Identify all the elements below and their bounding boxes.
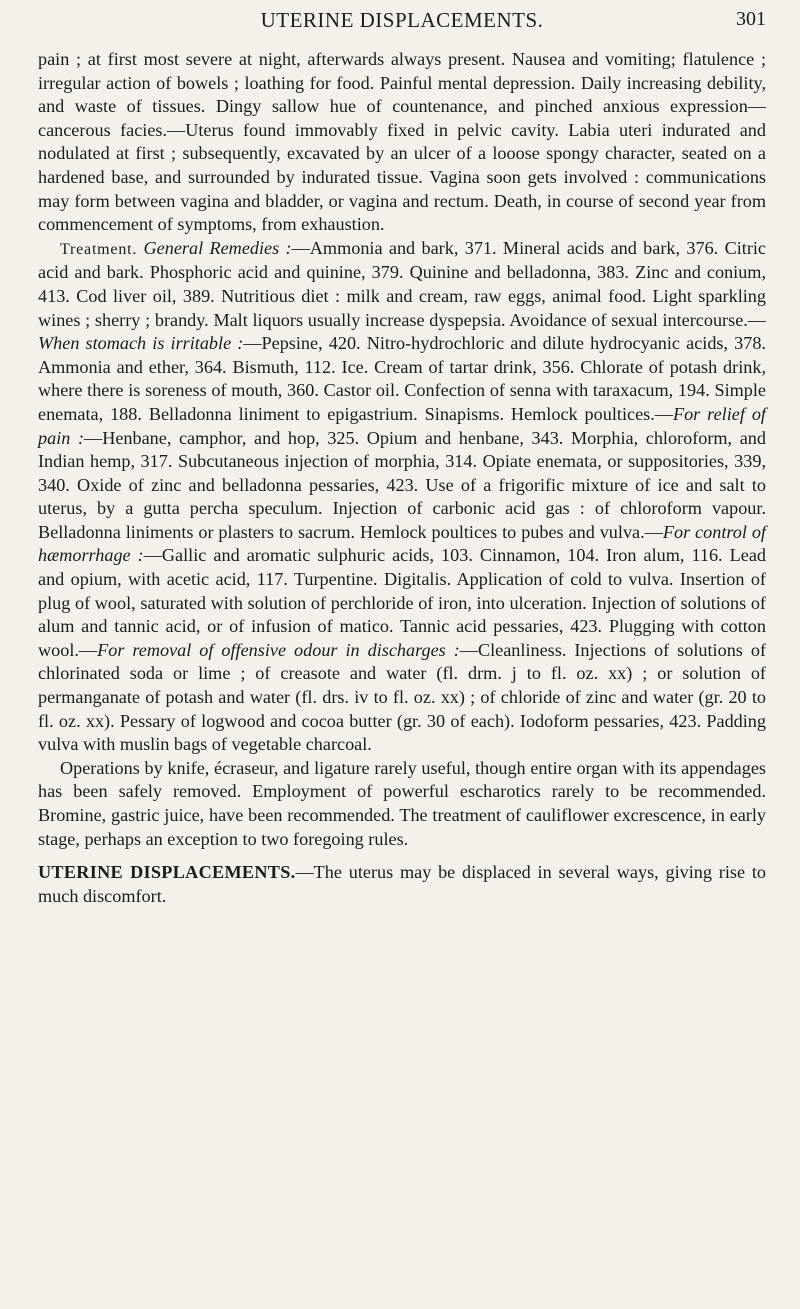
haemorrhage-heading: For control of hæmorrhage : xyxy=(38,521,766,566)
running-title: UTERINE DISPLACEMENTS. xyxy=(260,8,544,32)
displacements-paragraph xyxy=(38,861,766,908)
pain-relief-heading: For relief of pain : xyxy=(38,403,766,448)
symptoms-paragraph: pain ; at first most severe at night, afterwards always present. Nausea and vomiting; flatulence ; irregular action of bowels ; loathing for food. Painful mental depression. Daily increasing debility, and waste of tissues. Dingy sallow hue of countenance, and pinched anxious expression—cancerous facies.—Uterus found immovably fixed in pelvic cavity. Labia uteri indurated and nodulated at first ; subsequently, excavated by an ulcer of a looose spongy character, seated on a hardened base, and surrounded by indurated tissue. Vagina soon gets involved : communications may form between vagina and bladder, or vagina and rectum. Death, in course of second year from commencement of symptoms, from exhaustion. xyxy=(38,49,766,235)
odour-text: —Cleanliness. Injections of solutions of chlorinated soda or lime ; of creasote and water (fl. drm. j to fl. oz. xx) ; or solution of permanganate of potash and water (fl. drs. iv to fl. oz. xx) ; of chloride of zinc and water (gr. 20 to fl. oz. xx). Pessary of logwood and cocoa butter (gr. 30 of each). Iodoform pessaries, 423. Padding vulva with muslin bags of vegetable charcoal. xyxy=(38,639,767,755)
haemorrhage-text: —Gallic and aromatic sulphuric acids, 103. Cinnamon, 104. Iron alum, 116. Lead and opium, with acetic acid, 117. Turpentine. Digitalis. Application of cold to vulva. Insertion of plug of wool, saturated with solution of perchloride of iron, into ulceration. Injection of solutions of alum and tannic acid, or of infusion of matico. Tannic acid pessaries, 423. Plugging with cotton wool.— xyxy=(38,545,766,660)
page-body xyxy=(38,48,766,908)
pain-relief-text: —Henbane, camphor, and hop, 325. Opium and henbane, 343. Morphia, chloroform, and Indian hemp, 317. Subcutaneous injection of morphia, 314. Opiate enemata, or suppositories, 339, 340. Oxide of zinc and belladonna pessaries, 423. Use of a frigorific mixture of ice and salt to uterus, by a gutta percha speculum. Injection of carbonic acid gas : of chloroform vapour. Belladonna liniments or plasters to sacrum. Hemlock poultices to pubes and vulva.— xyxy=(38,427,766,542)
general-remedies-text: —Ammonia and bark, 371. Mineral acids and bark, 376. Citric acid and bark. Phosphoric acid and quinine, 379. Quinine and belladonna, 383. Zinc and conium, 413. Cod liver oil, 389. Nutritious diet : milk and cream, raw eggs, animal food. Light sparkling wines ; sherry ; brandy. Malt liquors usually increase dyspepsia. Avoidance of sexual intercourse.— xyxy=(38,237,767,330)
running-head xyxy=(38,0,766,48)
odour-heading: For removal of offensive odour in discharges : xyxy=(97,639,460,660)
irritable-stomach-heading: When stomach is irritable : xyxy=(38,333,244,354)
general-remedies-heading: General Remedies : xyxy=(143,237,292,258)
treatment-paragraph xyxy=(38,237,766,757)
treatment-label: Treatment. xyxy=(60,240,138,258)
page-number: 301 xyxy=(736,8,766,30)
irritable-stomach-text: —Pepsine, 420. Nitro-hydrochloric and dilute hydrocyanic acids, 378. Ammonia and ether, 364. Bismuth, 112. Ice. Cream of tartar drink, 356. Chlorate of potash drink, where there is soreness of mouth, 360. Castor oil. Confection of senna with taraxacum, 194. Simple enemata, 188. Belladonna liniment to epigastrium. Sinapisms. Hemlock poultices.— xyxy=(38,333,766,424)
section-text: —The uterus may be displaced in several ways, giving rise to much discomfort. xyxy=(38,862,766,906)
operations-paragraph: Operations by knife, écraseur, and ligature rarely useful, though entire organ with its appendages has been safely removed. Employment of powerful escharotics rarely to be recommended. Bromine, gastric juice, have been recommended. The treatment of cauliflower excrescence, in early stage, perhaps an exception to two foregoing rules. xyxy=(38,757,766,849)
section-heading: UTERINE DISPLACEMENTS. xyxy=(38,862,296,883)
